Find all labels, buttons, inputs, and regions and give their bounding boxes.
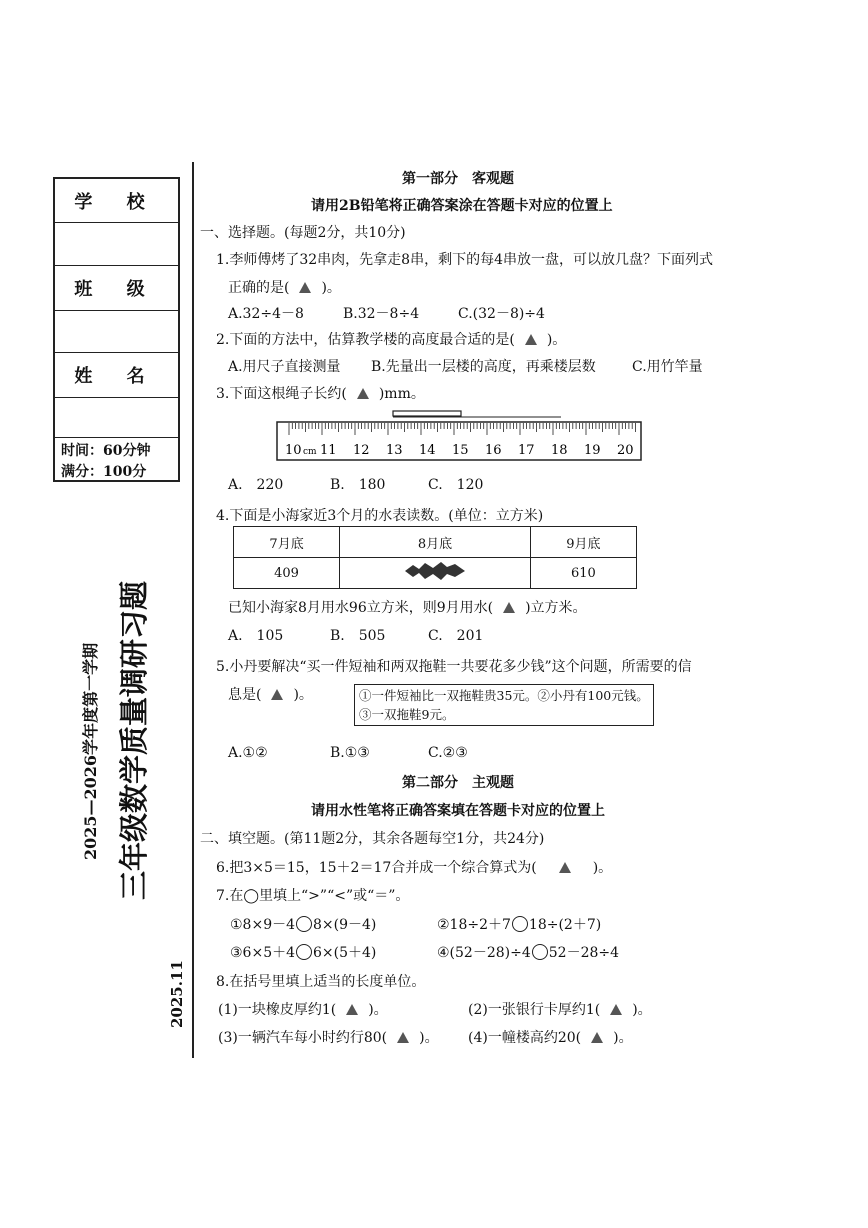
q2-option-c[interactable]: C.用竹竿量 xyxy=(632,359,703,375)
answer-blank-icon[interactable] xyxy=(610,1004,622,1015)
q6-suffix: )。 xyxy=(592,860,613,876)
q3-option-a[interactable]: A. 220 xyxy=(228,477,284,493)
table-header: 8月底 xyxy=(340,527,531,558)
answer-blank-icon[interactable] xyxy=(525,334,537,345)
school-field[interactable] xyxy=(55,223,178,266)
section1-heading: 一、选择题。(每题2分，共10分) xyxy=(200,225,406,241)
q1-text: 1.李师傅烤了32串肉，先拿走8串，剩下的每4串放一盘，可以放几盘？下面列式 xyxy=(216,252,713,268)
q8-item-2 xyxy=(468,999,652,1019)
q4-text: 4.下面是小海家近3个月的水表读数。(单位：立方米) xyxy=(216,508,544,524)
q8-3-prefix: (3)一辆汽车每小时约行80( xyxy=(218,1030,388,1046)
q7-item-2 xyxy=(437,914,601,934)
compare-circle[interactable] xyxy=(512,916,528,932)
q5-option-b[interactable]: B.①③ xyxy=(330,745,370,761)
section2-heading: 二、填空题。(第11题2分，其余各题每空1分，共24分) xyxy=(200,831,545,847)
q5-option-a[interactable]: A.①② xyxy=(228,745,268,761)
q2-option-a[interactable]: A.用尺子直接测量 xyxy=(228,359,341,375)
q8-4-suffix: )。 xyxy=(613,1030,633,1046)
table-header: 9月底 xyxy=(530,527,636,558)
ruler-unit: cm xyxy=(303,447,317,457)
q1-suffix: )。 xyxy=(321,280,341,296)
q8-2-suffix: )。 xyxy=(632,1002,652,1018)
q5-info-box xyxy=(354,684,654,726)
q5-info-line1: ①一件短袖比一双拖鞋贵35元。②小丹有100元钱。 xyxy=(359,688,649,703)
ruler-label-20: 20 xyxy=(617,443,634,458)
q7-3-right: 6×(5＋4) xyxy=(313,945,377,961)
score-label: 满分：100分 xyxy=(61,464,147,480)
q7-item-3 xyxy=(230,942,376,962)
q7-4-left: ④(52－28)÷4 xyxy=(437,945,531,961)
q3-suffix: )mm。 xyxy=(378,386,425,402)
q8-4-prefix: (4)一幢楼高约20( xyxy=(468,1030,582,1046)
answer-blank-icon[interactable] xyxy=(357,388,369,399)
q8-text: 8.在括号里填上适当的长度单位。 xyxy=(216,974,426,990)
exam-year: 2025—2026学年度第一学期 xyxy=(81,642,100,860)
q5-info-line2: ③一双拖鞋9元。 xyxy=(359,707,455,722)
q8-item-1 xyxy=(218,999,388,1019)
q4-option-a[interactable]: A. 105 xyxy=(228,628,284,644)
ruler-label-16: 16 xyxy=(485,443,502,458)
table-cell: 409 xyxy=(234,558,340,589)
q8-item-3 xyxy=(218,1027,439,1047)
class-label: 班 级 xyxy=(55,266,178,311)
part2-instruction: 请用水性笔将正确答案填在答题卡对应的位置上 xyxy=(311,803,605,819)
q5-text: 5.小丹要解决“买一件短袖和两双拖鞋一共要花多少钱”这个问题，所需要的信 xyxy=(216,659,692,675)
q3-option-c[interactable]: C. 120 xyxy=(428,477,484,493)
q8-3-suffix: )。 xyxy=(419,1030,439,1046)
answer-blank-icon[interactable] xyxy=(591,1032,603,1043)
part1-title: 第一部分 客观题 xyxy=(402,171,514,187)
ruler-label-11: 11 xyxy=(320,443,337,458)
q1-answer-line xyxy=(228,277,341,297)
q5-prefix: 息是( xyxy=(228,687,262,703)
q5-answer-line xyxy=(228,684,313,704)
ruler-label-13: 13 xyxy=(386,443,403,458)
q5-suffix: )。 xyxy=(293,687,313,703)
q7-item-4 xyxy=(437,942,619,962)
q4-option-c[interactable]: C. 201 xyxy=(428,628,484,644)
answer-blank-icon[interactable] xyxy=(346,1004,358,1015)
q7-2-left: ②18÷2＋7 xyxy=(437,917,511,933)
q3-prefix: 3.下面这根绳子长约( xyxy=(216,386,347,402)
answer-blank-icon[interactable] xyxy=(503,602,515,613)
answer-blank-icon[interactable] xyxy=(559,862,571,873)
q8-1-prefix: (1)一块橡皮厚约1( xyxy=(218,1002,337,1018)
q4-suffix: )立方米。 xyxy=(525,600,587,616)
q1-prefix: 正确的是( xyxy=(228,280,290,296)
q8-item-4 xyxy=(468,1027,633,1047)
ruler-label-17: 17 xyxy=(518,443,535,458)
ruler-label-12: 12 xyxy=(353,443,370,458)
q2-text xyxy=(216,329,566,349)
q1-option-b[interactable]: B.32－8÷4 xyxy=(343,306,420,322)
ruler-label-15: 15 xyxy=(452,443,469,458)
ruler-label-18: 18 xyxy=(551,443,568,458)
q4-blank-line xyxy=(228,597,587,617)
q4-prefix: 已知小海家8月用水96立方米，则9月用水( xyxy=(228,600,494,616)
rope xyxy=(393,411,461,416)
ink-blot-cell xyxy=(340,558,531,589)
q7-1-left: ①8×9－4 xyxy=(230,917,296,933)
part1-instruction: 请用2B铅笔将正确答案涂在答题卡对应的位置上 xyxy=(311,198,613,214)
q2-suffix: )。 xyxy=(546,332,567,348)
q7-1-right: 8×(9－4) xyxy=(313,917,377,933)
ruler-label-14: 14 xyxy=(419,443,436,458)
q7-item-1 xyxy=(230,914,376,934)
q5-option-c[interactable]: C.②③ xyxy=(428,745,468,761)
q7-text: 7.在◯里填上“>”“<”或“＝”。 xyxy=(216,888,410,904)
ruler-figure xyxy=(275,408,643,462)
q3-text xyxy=(216,383,425,403)
part2-title: 第二部分 主观题 xyxy=(402,775,514,791)
q2-prefix: 2.下面的方法中，估算教学楼的高度最合适的是( xyxy=(216,332,515,348)
answer-blank-icon[interactable] xyxy=(299,282,311,293)
divider-line xyxy=(192,162,194,1058)
water-meter-table xyxy=(233,526,637,589)
q7-3-left: ③6×5＋4 xyxy=(230,945,296,961)
table-header: 7月底 xyxy=(234,527,340,558)
q8-2-prefix: (2)一张银行卡厚约1( xyxy=(468,1002,601,1018)
answer-blank-icon[interactable] xyxy=(397,1032,409,1043)
q6-text xyxy=(216,857,612,877)
q8-1-suffix: )。 xyxy=(368,1002,388,1018)
name-field[interactable] xyxy=(55,398,178,438)
q7-4-right: 52－28÷4 xyxy=(548,945,620,961)
table-row xyxy=(234,527,637,558)
exam-date: 2025.11 xyxy=(168,960,186,1028)
name-label: 姓 名 xyxy=(55,353,178,398)
table-row xyxy=(234,558,637,589)
q1-option-c[interactable]: C.(32－8)÷4 xyxy=(458,306,545,322)
school-label: 学 校 xyxy=(55,179,178,223)
compare-circle[interactable] xyxy=(296,944,312,960)
ruler-ticks xyxy=(289,423,636,435)
compare-circle[interactable] xyxy=(532,944,548,960)
ink-blot-icon xyxy=(403,561,467,581)
q2-option-b[interactable]: B.先量出一层楼的高度，再乘楼层数 xyxy=(371,359,596,375)
answer-blank-icon[interactable] xyxy=(271,689,283,700)
q6-prefix: 6.把3×5＝15，15＋2＝17合并成一个综合算式为( xyxy=(216,860,537,876)
q7-2-right: 18÷(2＋7) xyxy=(528,917,602,933)
ruler-label-19: 19 xyxy=(584,443,601,458)
time-label: 时间：60分钟 xyxy=(61,443,151,459)
compare-circle[interactable] xyxy=(296,916,312,932)
table-cell: 610 xyxy=(530,558,636,589)
exam-title: 三年级数学质量调研习题 xyxy=(117,580,151,900)
q3-option-b[interactable]: B. 180 xyxy=(330,477,386,493)
class-field[interactable] xyxy=(55,311,178,353)
ruler-label-10: 10 xyxy=(285,443,302,458)
q4-option-b[interactable]: B. 505 xyxy=(330,628,386,644)
student-info-box xyxy=(53,177,180,482)
q1-option-a[interactable]: A.32÷4－8 xyxy=(228,306,304,322)
